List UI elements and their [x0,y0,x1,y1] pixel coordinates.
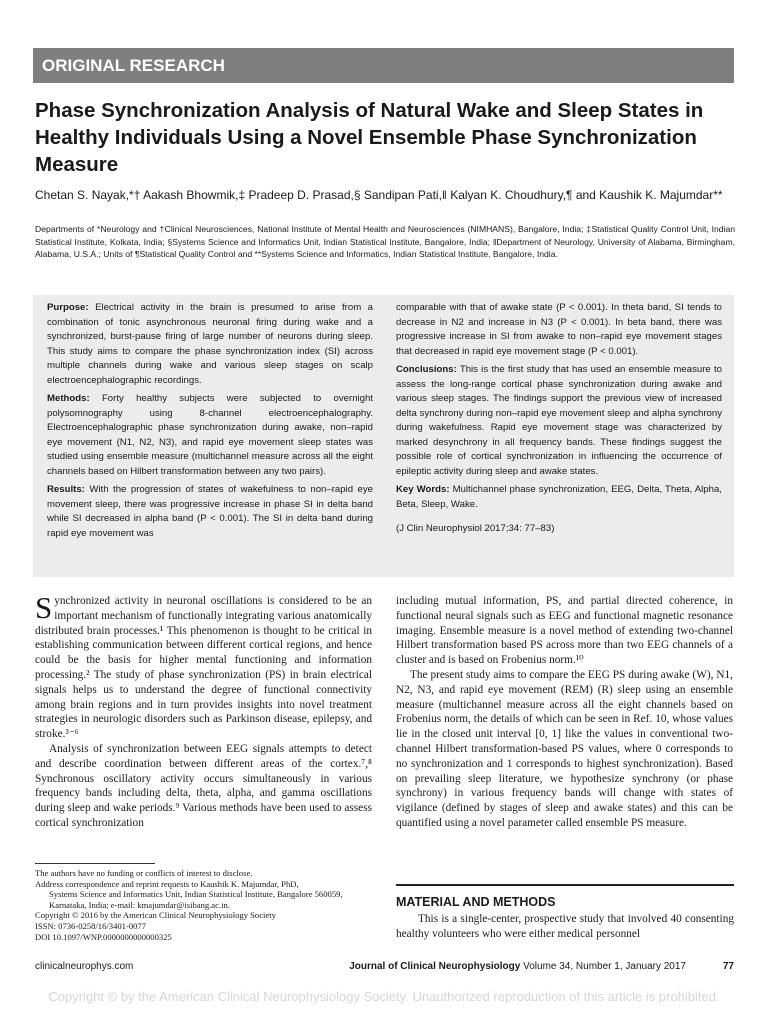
correspondence-address-cont: Systems Science and Informatics Unit, Indian Statistical Institute, Bangalore 560059, Karnataka, India; e-mail: kmajumdar@isibang.ac.in. [49,889,343,910]
keywords-label: Key Words: [396,484,450,495]
body-left-column [35,590,372,831]
journal-info [349,961,686,972]
methods-label: Methods: [47,393,90,404]
page-number: 77 [722,961,734,972]
abstract-results [47,483,373,541]
journal-name: Journal of Clinical Neurophysiology [349,961,521,972]
correspondence-address: Address correspondence and reprint requests to Kaushik K. Majumdar, PhD, [35,878,299,889]
section-divider [396,884,734,886]
section-banner: ORIGINAL RESEARCH [33,48,734,83]
conclusions-label: Conclusions: [396,364,457,375]
body-paragraph [35,590,372,742]
copyright-watermark: Copyright © by the American Clinical Neurophysiology Society. Unauthorized reproduction of this article is prohibited. [48,989,720,1004]
abstract-methods [47,392,373,479]
abstract-conclusions [396,363,722,479]
purpose-label: Purpose: [47,302,89,313]
results-text: With the progression of states of wakefulness to non–rapid eye movement sleep, there was progressive increase in phase SI in delta band while SI decreased in alpha band (P < 0.001). The SI in delta band during rapid eye movement was [47,484,373,539]
body-paragraph: Analysis of synchronization between EEG signals attempts to detect and describe coordination between different areas of the cortex.⁷,⁸ Synchronous oscillatory activity occurs simultaneously in various frequency bands including delta, theta, alpha, and gamma oscillations during sleep and wake periods.⁹ Various methods have been used to assess cortical synchronization [35,742,372,829]
body-paragraph: including mutual information, PS, and partial directed coherence, in functional neural signals such as EEG and functional magnetic resonance imaging. Ensemble measure is a novel method of extending two-channel Hilbert transformation based PS across more than two EEG channels of a cluster and is based on Frobenius norm.¹⁰ [396,595,733,667]
abstract-keywords [396,483,722,512]
doi: DOI 10.1097/WNP.0000000000000325 [35,931,172,942]
conclusions-text: This is the first study that has used an ensemble measure to assess the long-range cortical phase synchronization during awake and various sleep stages. The findings support the previous view of increased delta synchrony during non–rapid eye movement sleep and alpha synchrony during wakefulness. Rapid eye movement stage was characterized by marked desynchrony in all frequency bands. These findings suggest the possible role of cortical synchronization in influencing the occurrence of epileptic activity during sleep and awake states. [396,364,722,477]
footnote-divider [35,863,155,864]
methods-text: Forty healthy subjects were subjected to overnight polysomnography using 8-channel electroencephalography. Electroencephalographic phase synchronization during awake, non–rapid eye movement (N1, N2, N3), and rapid eye movement sleep states was studied using ensemble measure (multichannel measure across all the eight channels based on Hilbert transformation between any two pairs). [47,393,373,477]
abstract-left-column [47,301,373,545]
results-label: Results: [47,484,85,495]
methods-heading: MATERIAL AND METHODS [396,895,556,909]
journal-website: clinicalneurophys.com [35,961,134,972]
author-list: Chetan S. Nayak,*† Aakash Bhowmik,‡ Pradeep D. Prasad,§ Sandipan Pati,‖ Kalyan K. Choudhury,¶ and Kaushik K. Majumdar** [35,188,723,202]
article-title: Phase Synchronization Analysis of Natural Wake and Sleep States in Healthy Individuals Using a Novel Ensemble Phase Synchronization Measure [35,99,704,176]
abstract-purpose [47,301,373,388]
purpose-text: Electrical activity in the brain is presumed to arise from a combination of tonic asynchronous neuronal firing during wake and a synchronized, burst-pause firing of large number of neurons during sleep. This study aims to compare the phase synchronization index (SI) across multiple channels during wake and various sleep stages on scalp electroencephalographic recordings. [47,302,373,386]
journal-issue: Volume 34, Number 1, January 2017 [523,961,686,972]
body-paragraph: This is a single-center, prospective study that involved 40 consenting healthy volunteers who were either medical personnel [396,913,734,940]
abstract-results-continued: comparable with that of awake state (P < 0.001). In theta band, SI tends to decrease in N2 and increase in N3 (P < 0.001). In beta band, there was progressive increase in SI from awake to non–rapid eye movement stages that decreased in rapid eye movement stage (P < 0.001). [396,302,722,357]
affiliations: Departments of *Neurology and †Clinical Neurosciences, National Institute of Mental Health and Neurosciences (NIMHANS), Bangalore, India; ‡Statistical Quality Control Unit, Indian Statistical Institute, Kolkata, India; §Systems Science and Informatics Unit, Indian Statistical Institute, Bangalore, India; ‖Department of Neurology, University of Alabama, Birmingham, Alabama, U.S.A.; Units of ¶Statistical Quality Control and **Systems Science and Informatics, Indian Statistical Institute, Bangalore, India. [35,224,735,260]
copyright-note: Copyright © 2016 by the American Clinical Neurophysiology Society [35,910,276,921]
abstract-right-column [396,301,722,541]
keywords-text: Multichannel phase synchronization, EEG, Delta, Theta, Alpha, Beta, Sleep, Wake. [396,484,722,510]
body-text: ynchronized activity in neuronal oscillations is considered to be an important mechanism of functionally integrating various anatomically distributed brain processes.¹ This phenomenon is thought to be critical in establishing communication between different cortical regions, and hence could be the basis for higher mental functioning and information processing.² The study of phase synchronization (PS) in brain electrical signals helps us to understand the degree of functional connectivity among brain regions and in turn provides insights into novel treatment strategies in neurologic disorders such as Parkinson disease, epilepsy, and stroke.³⁻⁶ [35,595,372,741]
funding-note: The authors have no funding or conflicts of interest to disclose. [35,868,253,878]
body-right-column [396,594,733,831]
footnotes [35,868,375,942]
body-paragraph: The present study aims to compare the EEG PS during awake (W), N1, N2, N3, and rapid eye movement (REM) (R) sleep using an ensemble measure (multichannel measure across all the eight channels based on Frobenius norm, the details of which can be seen in Ref. 10, whose values lie in the closed unit interval [0, 1] like the values in conventional two-channel Hilbert transformation-based PS values, where 0 corresponds to no synchronization and 1 corresponds to highest synchronization). Based on prevailing sleep literature, we hypothesize synchrony (or phase synchrony) in various frequency bands will change with states of vigilance (defined by stages of sleep and awake states) and this can be quantified using a novel parameter called ensemble PS measure. [396,668,733,829]
citation: (J Clin Neurophysiol 2017;34: 77–83) [396,523,555,534]
methods-body [396,912,734,942]
issn: ISSN: 0736-0258/16/3401-0077 [35,920,147,931]
drop-cap: S [35,590,53,625]
